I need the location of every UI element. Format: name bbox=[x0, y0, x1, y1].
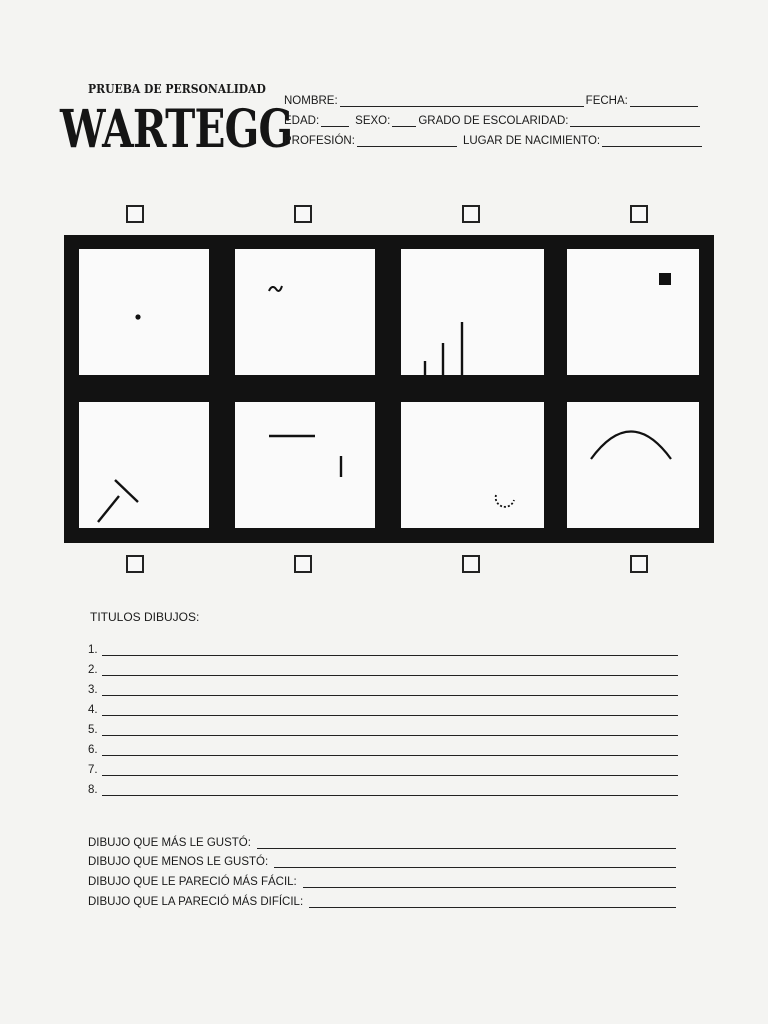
question-liked-least bbox=[88, 855, 676, 868]
title-line-6 bbox=[88, 743, 678, 756]
profession-field[interactable] bbox=[357, 134, 457, 147]
birthplace-label: LUGAR DE NACIMIENTO: bbox=[462, 135, 601, 147]
date-label: FECHA: bbox=[585, 95, 628, 107]
checkbox-drawing-4[interactable] bbox=[630, 205, 648, 223]
title-line-4 bbox=[88, 703, 678, 716]
name-label: NOMBRE: bbox=[284, 95, 338, 107]
question-label: DIBUJO QUE LA PARECIÓ MÁS DIFÍCIL: bbox=[88, 896, 304, 908]
drawing-cell-1[interactable] bbox=[79, 249, 209, 375]
perpendicular-lines-stimulus bbox=[235, 402, 375, 528]
question-liked-most bbox=[88, 836, 676, 849]
title-field[interactable] bbox=[102, 763, 678, 776]
answer-field[interactable] bbox=[257, 836, 676, 849]
title-field[interactable] bbox=[102, 723, 678, 736]
title-field[interactable] bbox=[102, 643, 678, 656]
title-line-7 bbox=[88, 763, 678, 776]
grade-field[interactable] bbox=[570, 114, 700, 127]
title-field[interactable] bbox=[102, 683, 678, 696]
curved-arc-stimulus bbox=[567, 402, 699, 528]
answer-field[interactable] bbox=[309, 895, 676, 908]
title-number: 1. bbox=[88, 644, 98, 656]
test-title: WARTEGG bbox=[60, 99, 293, 160]
question-easiest bbox=[88, 875, 676, 888]
title-line-2 bbox=[88, 663, 678, 676]
title-field[interactable] bbox=[102, 743, 678, 756]
name-date-row bbox=[284, 94, 700, 107]
three-bars-stimulus bbox=[401, 249, 544, 375]
checkbox-drawing-8[interactable] bbox=[630, 555, 648, 573]
wavy-line-stimulus bbox=[235, 249, 375, 375]
question-hardest bbox=[88, 895, 676, 908]
checkbox-drawing-1[interactable] bbox=[126, 205, 144, 223]
drawing-cell-3[interactable] bbox=[401, 249, 544, 375]
title-line-8 bbox=[88, 783, 678, 796]
title-field[interactable] bbox=[102, 703, 678, 716]
dotted-arc-stimulus bbox=[401, 402, 544, 528]
dot-stimulus bbox=[79, 249, 209, 375]
title-number: 5. bbox=[88, 724, 98, 736]
checkbox-drawing-5[interactable] bbox=[126, 555, 144, 573]
question-label: DIBUJO QUE MÁS LE GUSTÓ: bbox=[88, 837, 251, 849]
sex-field[interactable] bbox=[392, 114, 416, 127]
title-line-5 bbox=[88, 723, 678, 736]
age-field[interactable] bbox=[321, 114, 349, 127]
drawing-cell-7[interactable] bbox=[401, 402, 544, 528]
name-field[interactable] bbox=[340, 94, 584, 107]
drawing-cell-5[interactable] bbox=[79, 402, 209, 528]
age-label: EDAD: bbox=[284, 115, 320, 127]
titles-heading: TITULOS DIBUJOS: bbox=[90, 610, 200, 624]
grade-label: GRADO DE ESCOLARIDAD: bbox=[418, 115, 569, 127]
profession-birthplace-row bbox=[284, 134, 704, 147]
test-subtitle: PRUEBA DE PERSONALIDAD bbox=[88, 82, 266, 96]
question-label: DIBUJO QUE LE PARECIÓ MÁS FÁCIL: bbox=[88, 876, 297, 888]
answer-field[interactable] bbox=[303, 875, 676, 888]
drawing-cell-8[interactable] bbox=[567, 402, 699, 528]
checkbox-drawing-7[interactable] bbox=[462, 555, 480, 573]
sex-label: SEXO: bbox=[355, 115, 391, 127]
age-sex-grade-row bbox=[284, 114, 702, 127]
drawing-cell-6[interactable] bbox=[235, 402, 375, 528]
title-field[interactable] bbox=[102, 783, 678, 796]
title-number: 8. bbox=[88, 784, 98, 796]
date-field[interactable] bbox=[630, 94, 698, 107]
title-line-1 bbox=[88, 643, 678, 656]
title-number: 4. bbox=[88, 704, 98, 716]
title-line-3 bbox=[88, 683, 678, 696]
drawing-cell-4[interactable] bbox=[567, 249, 699, 375]
answer-field[interactable] bbox=[274, 855, 676, 868]
profession-label: PROFESIÓN: bbox=[284, 135, 355, 147]
title-number: 2. bbox=[88, 664, 98, 676]
checkbox-drawing-2[interactable] bbox=[294, 205, 312, 223]
title-number: 6. bbox=[88, 744, 98, 756]
checkbox-drawing-3[interactable] bbox=[462, 205, 480, 223]
drawing-cell-2[interactable] bbox=[235, 249, 375, 375]
drawing-grid bbox=[64, 235, 714, 543]
title-number: 7. bbox=[88, 764, 98, 776]
checkbox-drawing-6[interactable] bbox=[294, 555, 312, 573]
title-field[interactable] bbox=[102, 663, 678, 676]
black-square-stimulus bbox=[567, 249, 699, 375]
title-number: 3. bbox=[88, 684, 98, 696]
birthplace-field[interactable] bbox=[602, 134, 702, 147]
question-label: DIBUJO QUE MENOS LE GUSTÓ: bbox=[88, 856, 269, 868]
diagonal-lines-stimulus bbox=[79, 402, 209, 528]
